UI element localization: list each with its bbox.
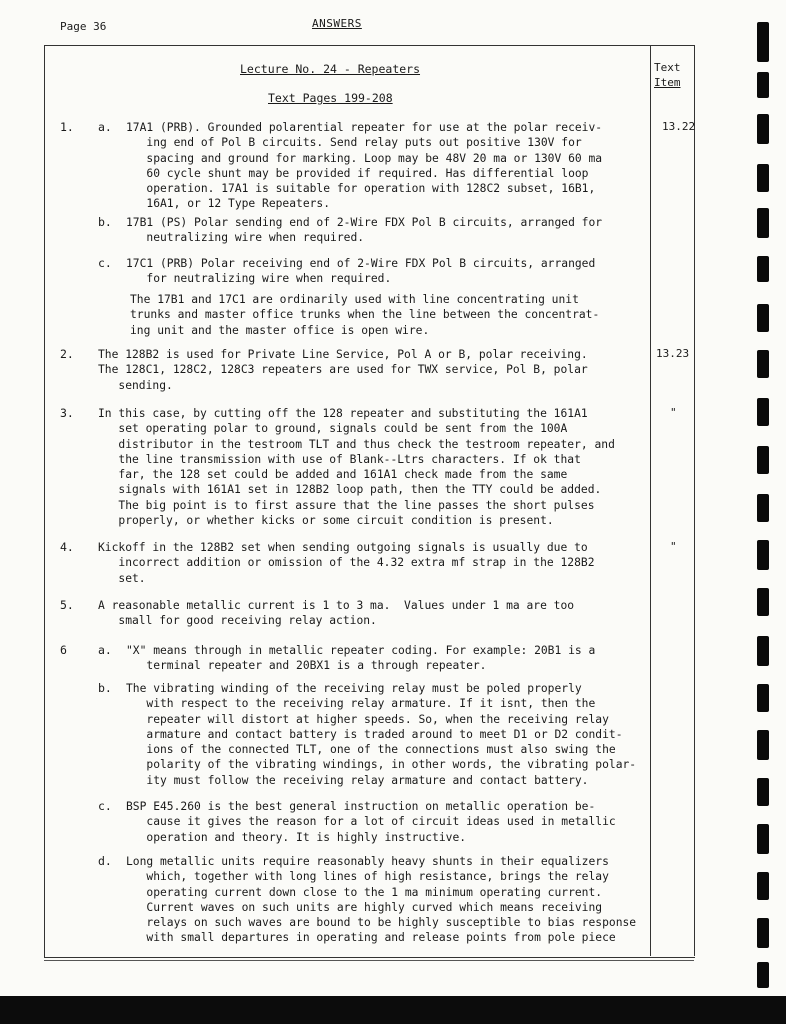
column-divider xyxy=(650,45,651,956)
answer-6b-label: b. xyxy=(98,681,112,695)
bottom-rule xyxy=(44,960,694,961)
answer-6a-label: a. xyxy=(98,643,112,657)
binding-mark xyxy=(757,540,769,570)
binding-mark xyxy=(757,256,769,282)
answer-2-text: The 128B2 is used for Private Line Service, Pol A or B, polar receiving. The 128C1, 128C2, 128C3 repeaters are used for TWX service, Pol B, polar sending. xyxy=(98,348,588,392)
answer-4-ref: " xyxy=(670,540,677,553)
answer-3-number: 3. xyxy=(60,406,74,420)
scan-bottom-edge xyxy=(0,996,786,1024)
answer-6-number: 6 xyxy=(60,643,67,657)
answer-1c-label: c. xyxy=(98,256,112,270)
answer-6c-text: BSP E45.260 is the best general instruction on metallic operation be- cause it gives the reason for a lot of circuit ideas used in metallic operation and theory. It is highly instructive. xyxy=(126,800,616,844)
answer-1b-label: b. xyxy=(98,215,112,229)
binding-mark xyxy=(757,778,769,806)
text-pages: Text Pages 199-208 xyxy=(268,91,393,105)
binding-mark xyxy=(757,918,769,948)
answer-1c-text: 17C1 (PRB) Polar receiving end of 2-Wire FDX Pol B circuits, arranged for neutralizing wire when required. xyxy=(126,257,596,286)
answer-6a-text: "X" means through in metallic repeater coding. For example: 20B1 is a terminal repeater and 20BX1 is a through repeater. xyxy=(126,644,596,673)
binding-mark xyxy=(757,962,769,988)
binding-mark xyxy=(757,824,769,854)
answer-2-number: 2. xyxy=(60,347,74,361)
column-header-line1: Text xyxy=(654,61,681,74)
binding-mark xyxy=(757,446,769,474)
lecture-title: Lecture No. 24 - Repeaters xyxy=(240,62,421,76)
text-item-column-header xyxy=(654,60,681,90)
binding-mark xyxy=(757,304,769,332)
answer-4-text: Kickoff in the 128B2 set when sending outgoing signals is usually due to incorrect addition or omission of the 4.32 extra mf strap in the 128B2 set. xyxy=(98,541,595,585)
binding-mark xyxy=(757,588,769,616)
answer-1-ref: 13.22 xyxy=(662,120,696,133)
binding-mark xyxy=(757,730,769,760)
binding-mark xyxy=(757,208,769,238)
answer-6d-label: d. xyxy=(98,854,112,868)
binding-mark xyxy=(757,72,769,98)
answer-2-ref: 13.23 xyxy=(656,347,690,360)
binding-mark xyxy=(757,398,769,426)
column-header-line2: Item xyxy=(654,76,681,89)
answer-6b-text: The vibrating winding of the receiving relay must be poled properly with respect to the receiving relay armature. If it isnt, then the repeater will distort at higher speeds. So, when the receiving relay armature and contact battery is traded around to meet D1 or D2 condit- ions of the connected TLT, one of the connections must also swing the polarity of the vibrating windings, in other words, the vibrating polar- ity must follow the receiving relay armature and contact battery. xyxy=(126,682,637,787)
answer-5-text: A reasonable metallic current is 1 to 3 ma. Values under 1 ma are too small for good receiving relay action. xyxy=(98,599,575,628)
right-border xyxy=(694,45,695,956)
binding-mark xyxy=(757,350,769,378)
binding-mark xyxy=(757,164,769,192)
page-header-title: ANSWERS xyxy=(312,17,362,30)
binding-mark xyxy=(757,494,769,522)
binding-mark xyxy=(757,684,769,712)
answer-4-number: 4. xyxy=(60,540,74,554)
answer-1a-label: a. xyxy=(98,120,112,134)
answer-6c-label: c. xyxy=(98,799,112,813)
answer-1a-text: 17A1 (PRB). Grounded polarential repeater for use at the polar receiv- ing end of Pol B circuits. Send relay puts out positive 130V for spacing and ground for marking. Loop may be 48V 20 ma or 130V 60 ma 60 cycle shunt may be provided if required. Has differential loop operation. 17A1 is suitable for operation with 128C2 subset, 16B1, 16A1, or 12 Type Repeaters. xyxy=(126,121,603,211)
binding-mark xyxy=(757,872,769,900)
answer-3-ref: " xyxy=(670,406,677,419)
binding-mark xyxy=(757,114,769,144)
answer-1b-text: 17B1 (PS) Polar sending end of 2-Wire FDX Pol B circuits, arranged for neutralizing wire when required. xyxy=(126,216,603,245)
answer-3-text: In this case, by cutting off the 128 repeater and substituting the 161A1 set operating polar to ground, signals could be sent from the 100A distributor in the testroom TLT and thus check the testroom repeater, and the line transmission with use of Blank--Ltrs characters. If ok that far, the 128 set could be added and 161A1 check made from the same signals with 161A1 set in 128B2 loop path, then the TTY could be added. The big point is to first assure that the line passes the short pulses properly, or whether kicks or some circuit condition is present. xyxy=(98,407,615,528)
answer-6d-text: Long metallic units require reasonably heavy shunts in their equalizers which, together with long lines of high resistance, brings the relay operating current down close to the 1 ma minimum operating current. Current waves on such units are highly curved which means receiving relays on such waves are bound to be highly susceptible to bias response with small departures in operating and release points from pole piece xyxy=(126,855,637,945)
answer-5-number: 5. xyxy=(60,598,74,612)
answer-1-number: 1. xyxy=(60,120,74,134)
page-number: Page 36 xyxy=(60,20,107,33)
binding-mark xyxy=(757,636,769,666)
binding-mark xyxy=(757,22,769,62)
answer-1-note: The 17B1 and 17C1 are ordinarily used with line concentrating unit trunks and master office trunks when the line between the concentrat- ing unit and the master office is open wire. xyxy=(130,293,600,337)
